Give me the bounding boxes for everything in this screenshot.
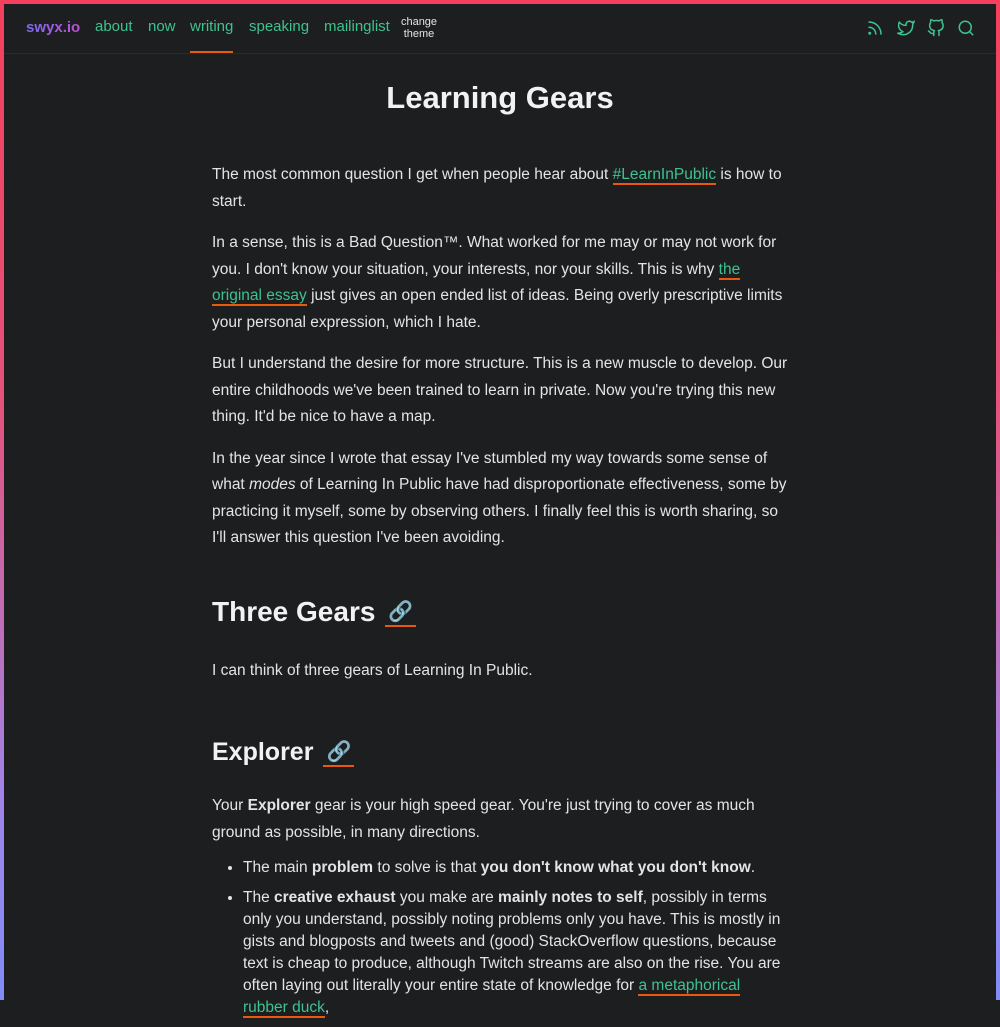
text: to solve is that xyxy=(373,859,481,877)
right-gradient-border xyxy=(996,0,1000,1000)
rubber-duck-link[interactable]: a metaphorical rubber duck xyxy=(243,977,741,1017)
text: gear is your high speed gear. You're just trying to cover as much ground as possible, in many directions. xyxy=(212,797,755,841)
rss-icon[interactable] xyxy=(866,19,884,37)
explorer-list xyxy=(243,857,788,1019)
top-nav xyxy=(4,4,996,54)
heading-text: Three Gears xyxy=(212,595,376,627)
heading-text: Explorer xyxy=(212,738,314,766)
list-item xyxy=(243,857,788,879)
nav-link-now[interactable]: now xyxy=(148,18,176,35)
text: In the year since I wrote that essay I've stumbled my way towards some sense of what xyxy=(212,449,768,493)
learninpublic-link[interactable]: #LearnInPublic xyxy=(612,166,717,183)
paragraph-intro xyxy=(212,162,788,215)
paragraph-structure: But I understand the desire for more structure. This is a new muscle to develop. Our entire childhoods we've been trained to learn in private. Now you're trying this new thing. It'd be nice to have a map. xyxy=(212,355,788,425)
original-essay-link[interactable]: the original essay xyxy=(212,260,741,304)
left-gradient-border xyxy=(0,0,4,1000)
text: The xyxy=(243,889,275,907)
text: . xyxy=(750,859,756,877)
nav-link-writing[interactable]: writing xyxy=(190,18,234,35)
bold-text: problem xyxy=(311,859,374,877)
text: of Learning In Public have had disproportionate effectiveness, some by practicing it myself, some by observing others. I finally feel this is worth sharing, so I'll answer this question I've been avoiding. xyxy=(212,476,787,546)
text: The most common question I get when people hear about xyxy=(212,166,613,183)
heading-three-gears xyxy=(212,596,788,628)
bold-text: you don't know what you don't know xyxy=(480,859,751,877)
nav-link-about[interactable]: about xyxy=(95,18,133,35)
text: , xyxy=(324,999,330,1017)
nav-link-mailinglist[interactable]: mailinglist xyxy=(324,18,390,35)
paragraph-bad-question xyxy=(212,230,788,336)
heading-explorer xyxy=(212,738,788,767)
nav-link-speaking[interactable]: speaking xyxy=(249,18,310,35)
emphasis: modes xyxy=(249,476,296,493)
change-theme-line1: change xyxy=(400,16,438,28)
twitter-icon[interactable] xyxy=(897,19,915,37)
search-icon[interactable] xyxy=(957,19,975,37)
text: just gives an open ended list of ideas. Being overly prescriptive limits your personal expression, which I hate. xyxy=(212,287,783,331)
link-icon[interactable]: 🔗 xyxy=(323,739,354,767)
github-icon[interactable] xyxy=(927,19,945,37)
text: you make are xyxy=(395,889,499,907)
bold-text: creative exhaust xyxy=(274,889,396,907)
change-theme-line2: theme xyxy=(403,28,435,40)
text: Your xyxy=(212,797,248,815)
bold-text: mainly notes to self xyxy=(498,889,643,907)
text: is how to start. xyxy=(212,166,782,210)
paragraph-three-gears: I can think of three gears of Learning In Public. xyxy=(212,661,533,679)
paragraph-explorer xyxy=(212,793,788,846)
list-item xyxy=(243,887,788,1019)
page-title: Learning Gears xyxy=(386,80,614,115)
text: In a sense, this is a Bad Question™. What worked for me may or may not work for you. I don't know your situation, your interests, nor your skills. This is why xyxy=(212,234,777,278)
paragraph-modes xyxy=(212,446,788,552)
text: , possibly in terms only you understand, possibly noting problems only you have. This is mostly in gists and blogposts and tweets and (good) StackOverflow questions, because text is cheap to produce, although Twitch streams are also on the rise. You are often laying out literally your entire state of knowledge for xyxy=(243,889,781,995)
link-icon[interactable]: 🔗 xyxy=(385,599,416,627)
text: The main xyxy=(243,859,312,877)
article xyxy=(212,80,788,1027)
change-theme-button[interactable] xyxy=(400,16,438,40)
bold-text: Explorer xyxy=(247,797,311,815)
brand-link[interactable]: swyx.io xyxy=(26,19,81,36)
